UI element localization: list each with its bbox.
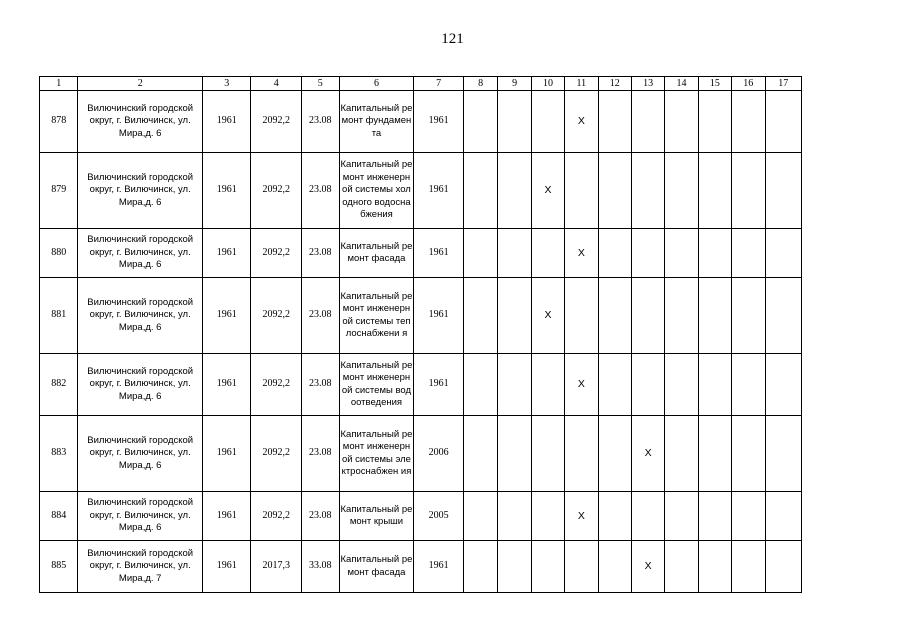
column-header: 14 [665, 77, 698, 91]
work-type-cell: Капитальный ремонт инженерной системы электроснабжен ия [339, 416, 414, 492]
wear-cell: 33.08 [302, 541, 339, 593]
table-row [40, 91, 802, 153]
period-cell-14 [665, 91, 698, 153]
area-cell: 2092,2 [251, 354, 302, 416]
period-cell-12 [598, 229, 631, 278]
period-cell-9 [498, 492, 531, 541]
table-row [40, 354, 802, 416]
work-type-cell: Капитальный ремонт фундамента [339, 91, 414, 153]
period-cell-14 [665, 492, 698, 541]
period-cell-12 [598, 541, 631, 593]
column-header: 4 [251, 77, 302, 91]
period-cell-16 [732, 492, 765, 541]
period-cell-17 [765, 153, 802, 229]
last-repair-year-cell: 2005 [414, 492, 464, 541]
period-cell-15 [698, 416, 731, 492]
period-cell-11: X [565, 354, 598, 416]
period-cell-12 [598, 492, 631, 541]
period-cell-17 [765, 416, 802, 492]
table-body [40, 77, 802, 593]
last-repair-year-cell: 1961 [414, 354, 464, 416]
period-cell-11 [565, 153, 598, 229]
period-cell-12 [598, 153, 631, 229]
period-cell-8 [463, 153, 497, 229]
header-row [40, 77, 802, 91]
period-cell-8 [463, 354, 497, 416]
table-row [40, 229, 802, 278]
period-cell-16 [732, 278, 765, 354]
period-cell-12 [598, 416, 631, 492]
address-cell: Вилючинский городской округ, г. Вилючинск, ул. Мира,д. 6 [78, 153, 202, 229]
table-row [40, 541, 802, 593]
period-cell-8 [463, 492, 497, 541]
period-cell-15 [698, 91, 731, 153]
column-header: 17 [765, 77, 802, 91]
period-cell-10 [531, 416, 564, 492]
column-header: 6 [339, 77, 414, 91]
wear-cell: 23.08 [302, 278, 339, 354]
address-cell: Вилючинский городской округ, г. Вилючинск, ул. Мира,д. 7 [78, 541, 202, 593]
period-cell-17 [765, 91, 802, 153]
period-cell-10: X [531, 278, 564, 354]
row-number-cell: 882 [40, 354, 78, 416]
address-cell: Вилючинский городской округ, г. Вилючинск, ул. Мира,д. 6 [78, 354, 202, 416]
column-header: 3 [202, 77, 251, 91]
row-number-cell: 880 [40, 229, 78, 278]
period-cell-13 [631, 492, 664, 541]
period-cell-12 [598, 354, 631, 416]
period-cell-9 [498, 354, 531, 416]
period-cell-15 [698, 541, 731, 593]
period-cell-16 [732, 91, 765, 153]
last-repair-year-cell: 1961 [414, 229, 464, 278]
last-repair-year-cell: 1961 [414, 541, 464, 593]
period-cell-16 [732, 354, 765, 416]
period-cell-16 [732, 416, 765, 492]
address-cell: Вилючинский городской округ, г. Вилючинск, ул. Мира,д. 6 [78, 91, 202, 153]
period-cell-10 [531, 91, 564, 153]
address-cell: Вилючинский городской округ, г. Вилючинск, ул. Мира,д. 6 [78, 278, 202, 354]
column-header: 2 [78, 77, 202, 91]
last-repair-year-cell: 2006 [414, 416, 464, 492]
row-number-cell: 879 [40, 153, 78, 229]
period-cell-11 [565, 541, 598, 593]
period-cell-8 [463, 416, 497, 492]
period-cell-14 [665, 416, 698, 492]
period-cell-14 [665, 278, 698, 354]
area-cell: 2017,3 [251, 541, 302, 593]
wear-cell: 23.08 [302, 416, 339, 492]
period-cell-15 [698, 492, 731, 541]
build-year-cell: 1961 [202, 416, 251, 492]
wear-cell: 23.08 [302, 229, 339, 278]
column-header: 12 [598, 77, 631, 91]
build-year-cell: 1961 [202, 492, 251, 541]
area-cell: 2092,2 [251, 91, 302, 153]
period-cell-9 [498, 153, 531, 229]
column-header: 1 [40, 77, 78, 91]
row-number-cell: 881 [40, 278, 78, 354]
table-row [40, 492, 802, 541]
build-year-cell: 1961 [202, 354, 251, 416]
column-header: 5 [302, 77, 339, 91]
period-cell-11 [565, 416, 598, 492]
period-cell-14 [665, 354, 698, 416]
period-cell-16 [732, 541, 765, 593]
period-cell-9 [498, 416, 531, 492]
period-cell-9 [498, 278, 531, 354]
period-cell-11: X [565, 91, 598, 153]
column-header: 8 [463, 77, 497, 91]
last-repair-year-cell: 1961 [414, 153, 464, 229]
work-type-cell: Капитальный ремонт фасада [339, 229, 414, 278]
address-cell: Вилючинский городской округ, г. Вилючинск, ул. Мира,д. 6 [78, 416, 202, 492]
work-type-cell: Капитальный ремонт фасада [339, 541, 414, 593]
column-header: 10 [531, 77, 564, 91]
column-header: 13 [631, 77, 664, 91]
period-cell-10 [531, 229, 564, 278]
period-cell-15 [698, 354, 731, 416]
table-row [40, 278, 802, 354]
column-header: 7 [414, 77, 464, 91]
period-cell-16 [732, 153, 765, 229]
work-type-cell: Капитальный ремонт инженерной системы холодного водоснабжения [339, 153, 414, 229]
period-cell-9 [498, 91, 531, 153]
address-cell: Вилючинский городской округ, г. Вилючинск, ул. Мира,д. 6 [78, 229, 202, 278]
column-header: 9 [498, 77, 531, 91]
period-cell-11: X [565, 492, 598, 541]
period-cell-17 [765, 492, 802, 541]
wear-cell: 23.08 [302, 91, 339, 153]
period-cell-15 [698, 278, 731, 354]
period-cell-13 [631, 278, 664, 354]
period-cell-12 [598, 91, 631, 153]
period-cell-9 [498, 541, 531, 593]
table-row [40, 153, 802, 229]
wear-cell: 23.08 [302, 492, 339, 541]
build-year-cell: 1961 [202, 278, 251, 354]
area-cell: 2092,2 [251, 416, 302, 492]
period-cell-15 [698, 229, 731, 278]
area-cell: 2092,2 [251, 278, 302, 354]
period-cell-8 [463, 229, 497, 278]
period-cell-8 [463, 541, 497, 593]
capital-repair-table [39, 76, 802, 593]
period-cell-13 [631, 354, 664, 416]
build-year-cell: 1961 [202, 91, 251, 153]
area-cell: 2092,2 [251, 153, 302, 229]
column-header: 15 [698, 77, 731, 91]
period-cell-10 [531, 541, 564, 593]
build-year-cell: 1961 [202, 153, 251, 229]
period-cell-17 [765, 541, 802, 593]
last-repair-year-cell: 1961 [414, 278, 464, 354]
work-type-cell: Капитальный ремонт инженерной системы теплоснабжени я [339, 278, 414, 354]
period-cell-14 [665, 229, 698, 278]
column-header: 16 [732, 77, 765, 91]
period-cell-13 [631, 91, 664, 153]
period-cell-13 [631, 229, 664, 278]
build-year-cell: 1961 [202, 229, 251, 278]
wear-cell: 23.08 [302, 153, 339, 229]
row-number-cell: 885 [40, 541, 78, 593]
period-cell-15 [698, 153, 731, 229]
wear-cell: 23.08 [302, 354, 339, 416]
page-number: 121 [441, 31, 464, 47]
period-cell-8 [463, 91, 497, 153]
period-cell-17 [765, 354, 802, 416]
build-year-cell: 1961 [202, 541, 251, 593]
period-cell-8 [463, 278, 497, 354]
period-cell-16 [732, 229, 765, 278]
period-cell-12 [598, 278, 631, 354]
period-cell-13: X [631, 541, 664, 593]
period-cell-13 [631, 153, 664, 229]
period-cell-9 [498, 229, 531, 278]
period-cell-13: X [631, 416, 664, 492]
column-header: 11 [565, 77, 598, 91]
address-cell: Вилючинский городской округ, г. Вилючинск, ул. Мира,д. 6 [78, 492, 202, 541]
period-cell-10: X [531, 153, 564, 229]
last-repair-year-cell: 1961 [414, 91, 464, 153]
period-cell-14 [665, 153, 698, 229]
period-cell-14 [665, 541, 698, 593]
period-cell-11 [565, 278, 598, 354]
area-cell: 2092,2 [251, 492, 302, 541]
period-cell-11: X [565, 229, 598, 278]
period-cell-17 [765, 229, 802, 278]
period-cell-10 [531, 354, 564, 416]
area-cell: 2092,2 [251, 229, 302, 278]
table-row [40, 416, 802, 492]
period-cell-10 [531, 492, 564, 541]
work-type-cell: Капитальный ремонт крыши [339, 492, 414, 541]
period-cell-17 [765, 278, 802, 354]
row-number-cell: 883 [40, 416, 78, 492]
work-type-cell: Капитальный ремонт инженерной системы водоотведения [339, 354, 414, 416]
row-number-cell: 878 [40, 91, 78, 153]
row-number-cell: 884 [40, 492, 78, 541]
